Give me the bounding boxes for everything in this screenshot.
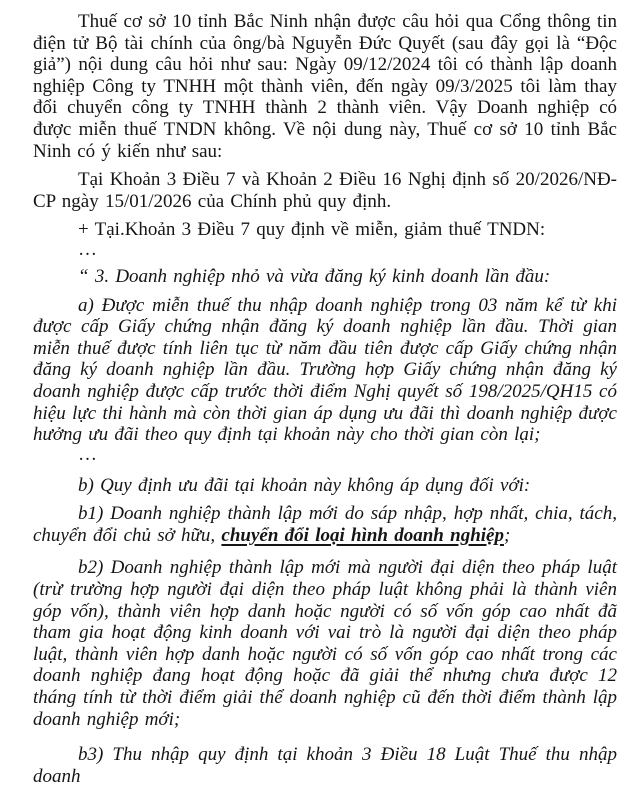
clause-a-paragraph: a) Được miễn thuế thu nhập doanh nghiệp trong 03 năm kể từ khi được cấp Giấy chứng nhận đăng ký doanh nghiệp lần đầu. Thời gian miễn thuế được tính liên tục từ năm đầu tiên được cấp Giấy chứng nhận đăng ký doanh nghiệp lần đầu. Trường hợp Giấy chứng nhận đăng ký doanh nghiệp được cấp trước thời điểm Nghị quyết số 198/2025/QH15 có hiệu lực thi hành mà còn thời gian áp dụng ưu đãi thì doanh nghiệp được hưởng ưu đãi theo quy định tại khoản này cho thời gian còn lại; bbox=[33, 294, 617, 446]
clause-b1-tail-punctuation: ; bbox=[503, 524, 511, 546]
ellipsis-omission-2: … bbox=[78, 443, 99, 465]
legal-reference-paragraph: Tại Khoản 3 Điều 7 và Khoản 2 Điều 16 Nghị định số 20/2026/NĐ-CP ngày 15/01/2026 của Chính phủ quy định. bbox=[33, 169, 617, 212]
quote-heading: “ 3. Doanh nghiệp nhỏ và vừa đăng ký kinh doanh lần đầu: bbox=[78, 265, 551, 287]
clause-b-paragraph: b) Quy định ưu đãi tại khoản này không áp dụng đối với: bbox=[78, 474, 531, 496]
clause-reference-line: + Tại.Khoản 3 Điều 7 quy định về miễn, giảm thuế TNDN: bbox=[78, 219, 546, 241]
clause-b1-lead-text: b1) Doanh nghiệp thành lập mới do sáp nhập, hợp nhất, chia, tách, chuyển đổi chủ sở hữu, bbox=[33, 503, 617, 546]
clause-b3-paragraph: b3) Thu nhập quy định tại khoản 3 Điều 18 Luật Thuế thu nhập doanh bbox=[33, 744, 617, 787]
intro-paragraph: Thuế cơ sở 10 tỉnh Bắc Ninh nhận được câu hỏi qua Cổng thông tin điện tử Bộ tài chính của ông/bà Nguyễn Đức Quyết (sau đây gọi là “Độc giả”) nội dung câu hỏi như sau: Ngày 09/12/2024 tôi có thành lập doanh nghiệp Công ty TNHH một thành viên, đến ngày 09/3/2025 tôi làm thay đổi chuyển công ty TNHH thành 2 thành viên. Vậy Doanh nghiệp có được miễn thuế TNDN không. Về nội dung này, Thuế cơ sở 10 tỉnh Bắc Ninh có ý kiến như sau: bbox=[33, 11, 617, 162]
clause-b1-emphasized-phrase: chuyển đổi loại hình doanh nghiệp bbox=[221, 524, 504, 546]
clause-b1-paragraph bbox=[33, 503, 617, 546]
clause-b2-paragraph: b2) Doanh nghiệp thành lập mới mà người đại diện theo pháp luật (trừ trường hợp người đại diện theo pháp luật không phải là thành viên góp vốn), thành viên hợp danh hoặc người có số vốn góp cao nhất đã tham gia hoạt động kinh doanh với vai trò là người đại diện theo pháp luật, thành viên hợp danh hoặc người có số vốn góp cao nhất trong các doanh nghiệp đang hoạt động hoặc đã giải thể nhưng chưa được 12 tháng tính từ thời điểm giải thể doanh nghiệp cũ đến thời điểm thành lập doanh nghiệp mới; bbox=[33, 557, 617, 730]
ellipsis-omission-1: … bbox=[78, 238, 99, 260]
